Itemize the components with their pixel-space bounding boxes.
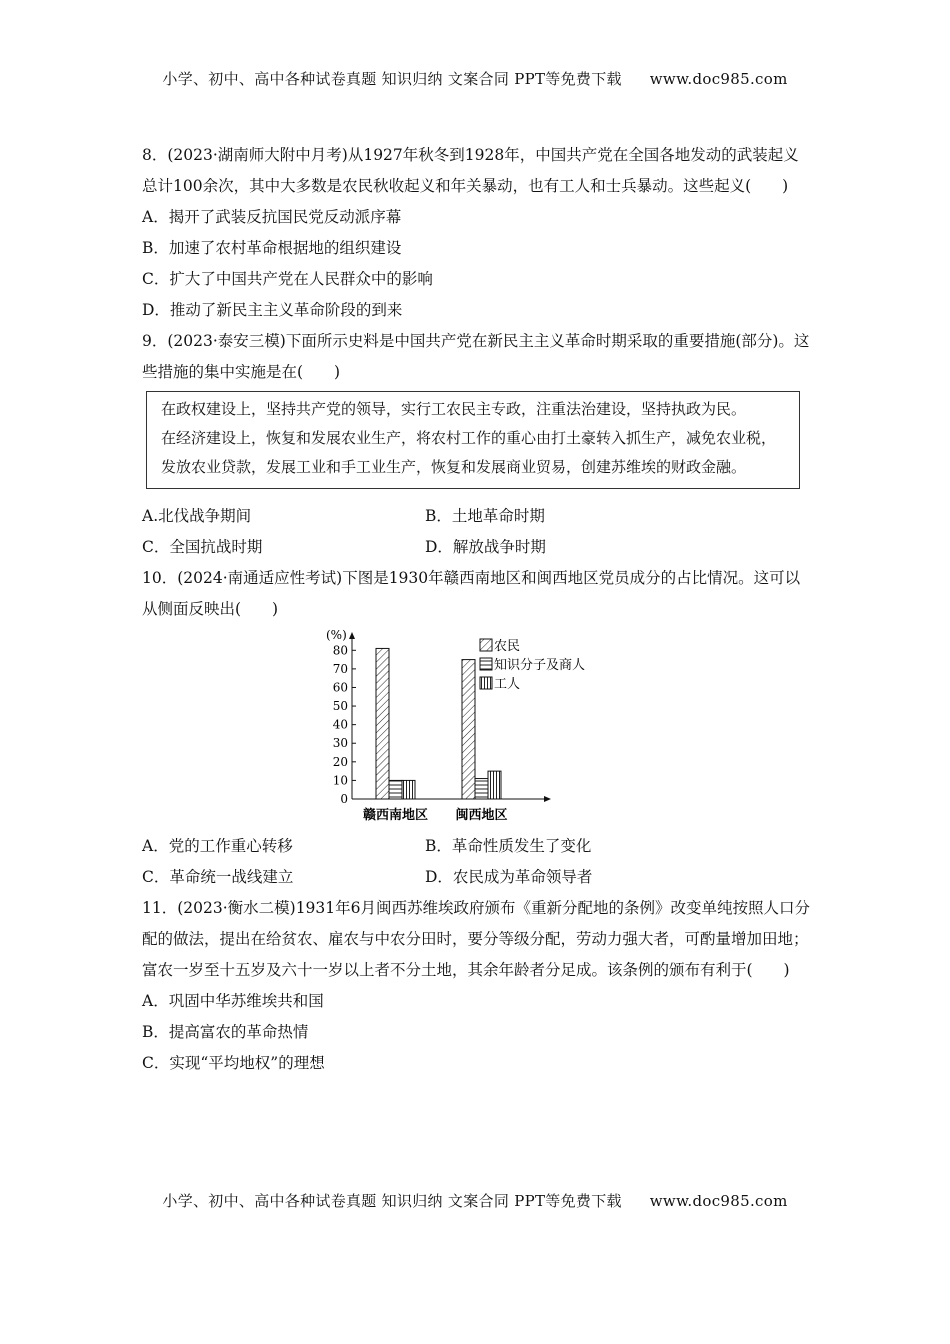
bar-chart — [312, 627, 652, 827]
q9-option-c: C．全国抗战时期 — [142, 538, 263, 556]
header-text: 小学、初中、高中各种试卷真题 知识归纳 文案合同 PPT等免费下载 — [162, 70, 622, 88]
q9-options-row2 — [142, 532, 812, 563]
legend-swatch-农民 — [480, 639, 492, 651]
q9-stem: 9．(2023·泰安三模)下面所示史料是中国共产党在新民主主义革命时期采取的重要措施(部分)。这些措施的集中实施是在( ) — [142, 332, 810, 381]
q8-option-d: D．推动了新民主主义革命阶段的到来 — [142, 301, 403, 319]
q9-option-d: D．解放战争时期 — [425, 538, 546, 556]
bar-农民-闽西地区 — [462, 660, 475, 799]
question-page — [142, 140, 812, 1079]
q11-stem: 11．(2023·衡水二模)1931年6月闽西苏维埃政府颁布《重新分配地的条例》改变单纯按照人口分配的做法，提出在给贫农、雇农与中农分田时，要分等级分配，劳动力强大者，可酌量增加田地；富农一岁至十五岁及六十一岁以上者不分土地，其余年龄者分足成。该条例的颁布有利于( ) — [142, 899, 811, 979]
x-tick-label: 赣西南地区 — [362, 808, 429, 823]
x-tick-label: 闽西地区 — [455, 808, 508, 823]
y-tick-label: 70 — [332, 661, 348, 676]
question-9 — [142, 326, 812, 563]
legend-label: 农民 — [494, 639, 521, 654]
q10-chart — [142, 627, 812, 827]
q9-box-line2: 在经济建设上，恢复和发展农业生产，将农村工作的重心由打土豪转入抓生产，减免农业税，发放农业贷款，发展工业和手工业生产，恢复和发展商业贸易，创建苏维埃的财政金融。 — [161, 429, 777, 476]
q8-option-b: B．加速了农村革命根据地的组织建设 — [142, 239, 402, 257]
page-footer — [0, 1190, 950, 1211]
y-tick-label: 10 — [332, 773, 348, 788]
bar-工人-赣西南地区 — [402, 780, 415, 799]
q10-option-b: B．革命性质发生了变化 — [425, 837, 592, 855]
chart-bars — [376, 648, 501, 799]
q9-option-a: A.北伐战争期间 — [142, 507, 252, 525]
question-10 — [142, 563, 812, 893]
bar-知识分子及商人-闽西地区 — [475, 779, 488, 799]
q10-option-a: A．党的工作重心转移 — [142, 837, 293, 855]
bar-知识分子及商人-赣西南地区 — [389, 780, 402, 799]
chart-legend — [480, 639, 585, 692]
page-header — [0, 68, 950, 89]
q10-option-c: C．革命统一战线建立 — [142, 868, 294, 886]
q9-option-b: B．土地革命时期 — [425, 507, 545, 525]
y-tick-label: 20 — [332, 754, 348, 769]
y-axis-arrow — [349, 632, 355, 639]
q9-options-row1 — [142, 501, 812, 532]
legend-swatch-工人 — [480, 677, 492, 689]
legend-label: 工人 — [494, 677, 521, 692]
bar-农民-赣西南地区 — [376, 648, 389, 799]
q10-stem: 10．(2024·南通适应性考试)下图是1930年赣西南地区和闽西地区党员成分的占比情况。这可以从侧面反映出( ) — [142, 569, 801, 618]
footer-text: 小学、初中、高中各种试卷真题 知识归纳 文案合同 PPT等免费下载 — [162, 1192, 622, 1210]
q9-source-box — [146, 391, 800, 489]
q11-option-c: C．实现“平均地权”的理想 — [142, 1054, 325, 1072]
y-tick-label: 40 — [332, 717, 348, 732]
legend-swatch-知识分子及商人 — [480, 658, 492, 670]
x-axis-arrow — [544, 796, 551, 802]
header-site: www.doc985.com — [649, 70, 788, 88]
q8-stem: 8．(2023·湖南师大附中月考)从1927年秋冬到1928年，中国共产党在全国各地发动的武装起义总计100余次，其中大多数是农民秋收起义和年关暴动，也有工人和士兵暴动。这些起义( ) — [142, 146, 799, 195]
legend-label: 知识分子及商人 — [494, 658, 586, 673]
y-tick-label: 60 — [332, 680, 348, 695]
footer-site: www.doc985.com — [649, 1192, 788, 1210]
q8-option-a: A．揭开了武装反抗国民党反动派序幕 — [142, 208, 402, 226]
q10-option-d: D．农民成为革命领导者 — [425, 868, 593, 886]
q10-options-row1 — [142, 831, 812, 862]
y-tick-label: 30 — [332, 736, 348, 751]
y-tick-label: 0 — [340, 792, 348, 806]
question-11 — [142, 893, 812, 1079]
y-tick-label: 80 — [332, 643, 348, 658]
q9-box-line1: 在政权建设上，坚持共产党的领导，实行工农民主专政，注重法治建设，坚持执政为民。 — [161, 400, 747, 418]
question-8 — [142, 140, 812, 326]
q11-option-a: A．巩固中华苏维埃共和国 — [142, 992, 324, 1010]
y-axis-label: (%) — [326, 628, 347, 642]
q11-option-b: B．提高富农的革命热情 — [142, 1023, 309, 1041]
q8-option-c: C．扩大了中国共产党在人民群众中的影响 — [142, 270, 433, 288]
bar-工人-闽西地区 — [488, 771, 501, 799]
q10-options-row2 — [142, 862, 812, 893]
y-tick-label: 50 — [332, 699, 348, 714]
